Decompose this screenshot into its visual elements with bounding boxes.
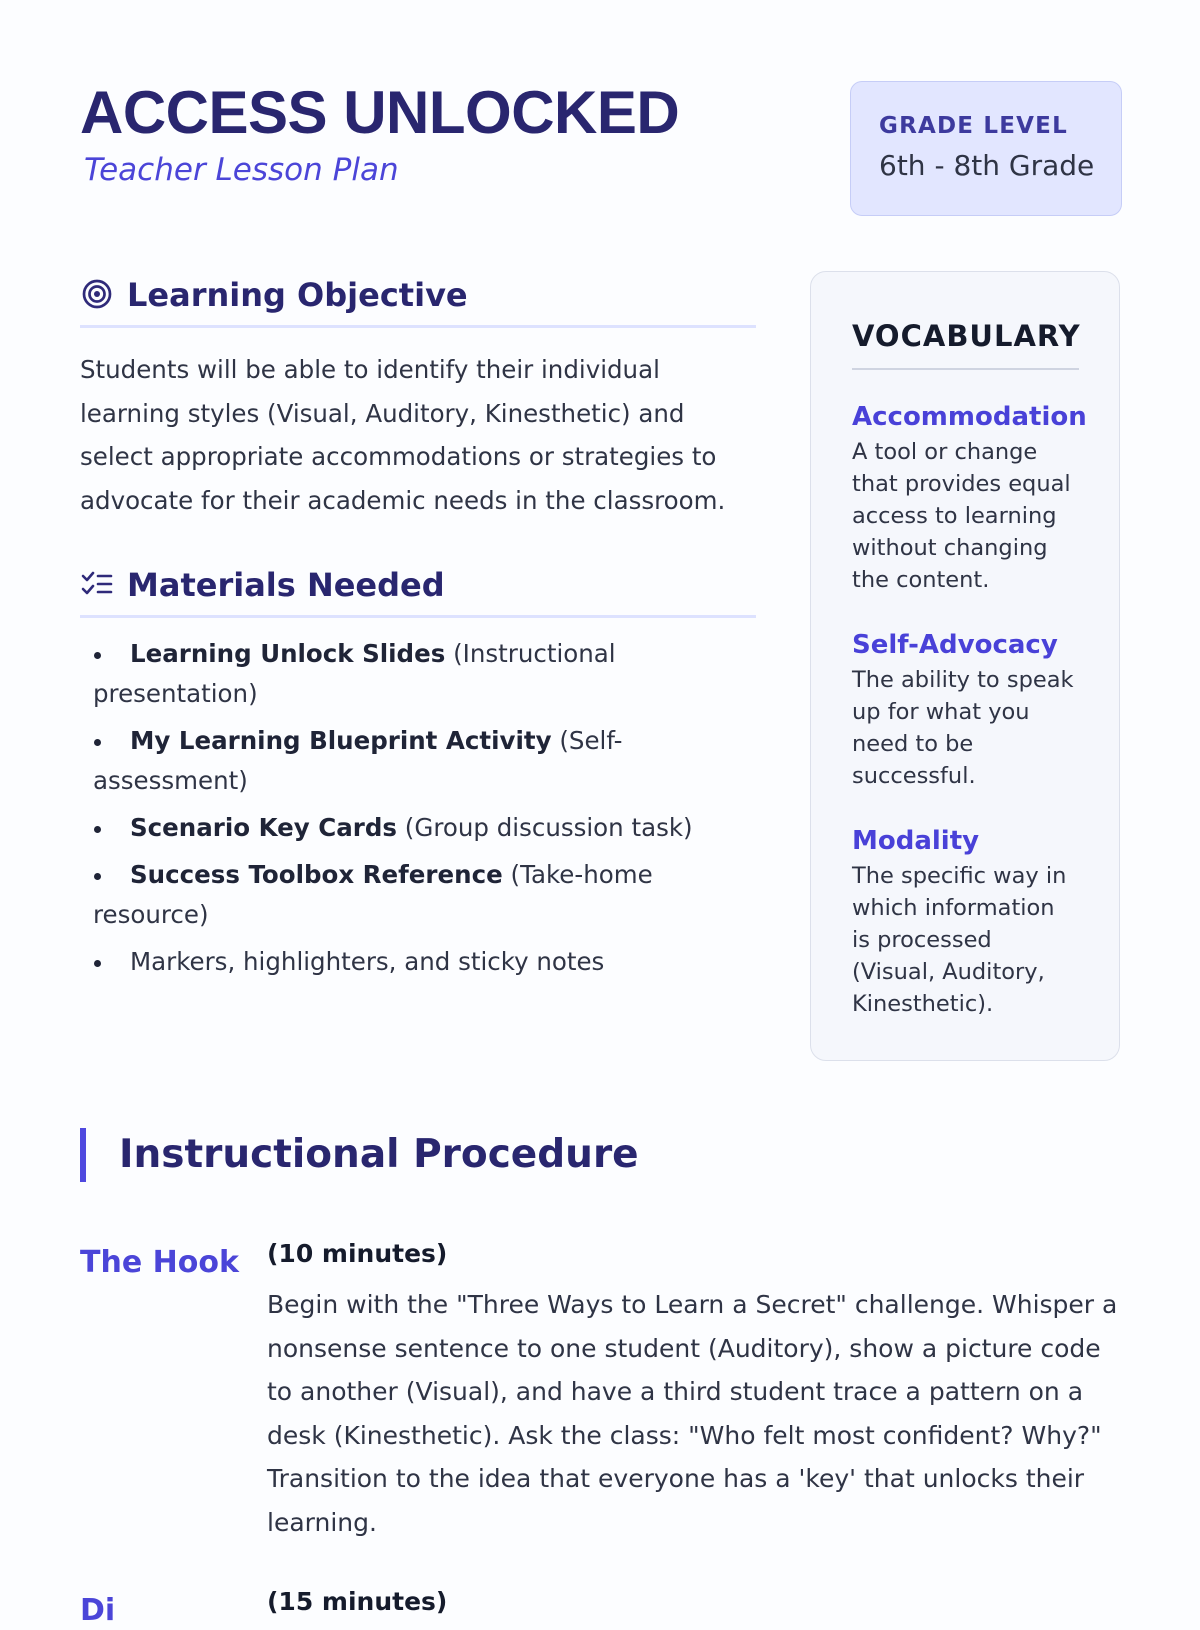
procedure-step-duration: (10 minutes) — [267, 1239, 448, 1268]
materials-item-note: (Instructional presentation) — [93, 639, 616, 708]
vocabulary-card — [810, 271, 1120, 1061]
materials-item-name: Learning Unlock Slides — [130, 639, 446, 668]
grade-level-value: 6th - 8th Grade — [879, 149, 1095, 182]
materials-item-note: (Group discussion task) — [397, 813, 693, 842]
vocabulary-definition: A tool or change that provides equal access to learning without changing the content. — [852, 439, 1071, 593]
materials-section — [80, 560, 756, 982]
grade-level-label: GRADE LEVEL — [879, 113, 1068, 139]
materials-item — [93, 855, 756, 935]
vocabulary-definition: The specific way in which information is processed (Visual, Auditory, Kinesthetic). — [852, 863, 1067, 1017]
materials-item — [93, 721, 756, 801]
vocabulary-term: Self-Advocacy — [852, 630, 1058, 660]
page-subtitle: Teacher Lesson Plan — [84, 152, 399, 188]
vocabulary-entry — [852, 630, 1079, 792]
checklist-icon — [81, 568, 113, 600]
vocabulary-definition: The ability to speak up for what you need to be successful. — [852, 667, 1074, 789]
materials-item-note: (Take-home resource) — [93, 860, 653, 929]
learning-objective-section — [80, 270, 756, 522]
materials-item-note: (Self-assessment) — [93, 726, 623, 795]
vocabulary-title: VOCABULARY — [852, 318, 1079, 370]
procedure-step-duration: (15 minutes) — [267, 1587, 448, 1616]
materials-item — [93, 808, 756, 848]
procedure-step-name: The Hook — [80, 1245, 239, 1280]
materials-item — [93, 942, 756, 982]
instructional-procedure-title: Instructional Procedure — [119, 1132, 639, 1177]
vocabulary-entry — [852, 826, 1079, 1020]
target-icon — [81, 278, 113, 310]
page-header — [80, 78, 1120, 228]
learning-objective-heading — [80, 270, 756, 328]
vocabulary-term: Modality — [852, 826, 980, 856]
main-column — [80, 270, 756, 989]
vocabulary-term: Accommodation — [852, 402, 1087, 432]
learning-objective-text: Students will be able to identify their individual learning styles (Visual, Auditory, Kinesthetic) and select appropriate accommodations or strategies to advocate for their academic needs in the classroom. — [80, 355, 726, 515]
materials-item — [93, 634, 756, 714]
materials-item-note: Markers, highlighters, and sticky notes — [130, 947, 605, 976]
page-title: ACCESS UNLOCKED — [80, 79, 680, 146]
materials-heading — [80, 560, 756, 618]
procedure-step-description: Begin with the "Three Ways to Learn a Secret" challenge. Whisper a nonsense sentence to one student (Auditory), show a picture code to another (Visual), and have a third student trace a pattern on a desk (Kinesthetic). Ask the class: "Who felt most confident? Why?" Transition to the idea that everyone has a 'key' that unlocks their learning. — [267, 1290, 1118, 1537]
grade-level-card — [850, 81, 1122, 216]
vocabulary-entry — [852, 402, 1087, 596]
procedure-step-name: Di — [80, 1593, 116, 1628]
materials-list — [80, 634, 756, 982]
instructional-procedure-heading — [80, 1128, 639, 1182]
materials-item-name: Scenario Key Cards — [130, 813, 397, 842]
learning-objective-title: Learning Objective — [127, 276, 468, 314]
materials-item-name: Success Toolbox Reference — [130, 860, 503, 889]
procedure-step-body — [267, 1586, 1120, 1618]
materials-title: Materials Needed — [127, 566, 445, 604]
procedure-step-body — [267, 1238, 1120, 1544]
materials-item-name: My Learning Blueprint Activity — [130, 726, 552, 755]
